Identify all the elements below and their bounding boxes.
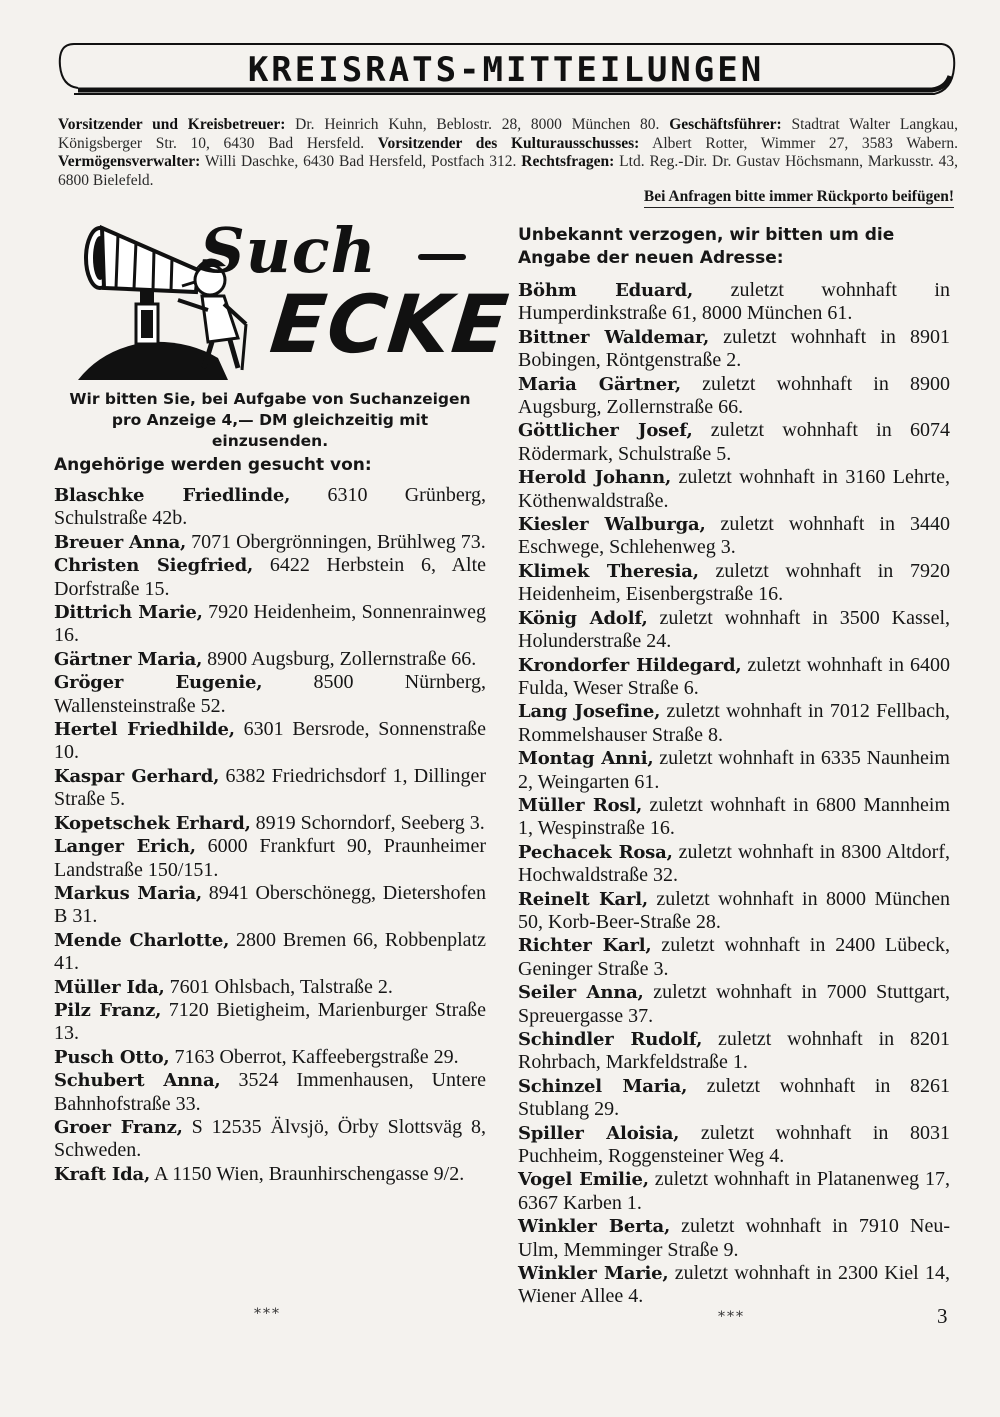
entry-name: Pilz Franz, [54,999,162,1021]
entry-details: zuletzt wohnhaft in 3500 Kassel, Holunderstraße 24. [518,606,950,653]
list-item [518,279,950,326]
entry-name: Krondorfer Hildegard, [518,654,742,676]
relatives-list [54,484,486,1186]
logo-block-word: ECKE [266,278,514,371]
entry-details: zuletzt wohnhaft in 8300 Altdorf, Hochwaldstraße 32. [518,840,951,887]
list-item [54,554,486,601]
list-item [54,1163,486,1186]
list-item [54,835,486,882]
entry-name: Markus Maria, [54,882,202,904]
entry-details: zuletzt wohnhaft in 6335 Naunheim 2, Weingarten 61. [518,747,950,793]
entry-name: Winkler Berta, [518,1216,671,1238]
board-label: Rechtsfragen: [521,153,615,170]
list-item [54,648,486,671]
entry-name: Winkler Marie, [518,1263,669,1285]
board-info [58,116,958,190]
list-item [518,888,950,935]
entry-details: zuletzt wohnhaft in 8031 Puchheim, Roggensteiner Weg 4. [518,1121,950,1168]
entry-details: 6422 Herbstein 6, Alte Dorfstraße 15. [54,554,486,600]
entry-details: 7071 Obergrönningen, Brühlweg 73. [186,530,486,553]
entry-name: Kaspar Gerhard, [54,765,220,787]
entry-name: Müller Ida, [54,976,165,998]
list-item [54,812,486,835]
entry-name: Mende Charlotte, [54,929,230,951]
left-column [54,389,486,1186]
entry-details: zuletzt wohnhaft in 7000 Stuttgart, Spreuergasse 37. [518,981,951,1027]
list-item [518,1215,950,1262]
entry-name: Pechacek Rosa, [518,841,673,863]
entry-details: 6382 Friedrichsdorf 1, Dillinger Straße 5. [54,764,486,811]
entry-details: zuletzt wohnhaft in 8201 Rohrbach, Markfeldstraße 1. [518,1028,950,1074]
entry-name: Hertel Friedhilde, [54,719,235,741]
entry-details: zuletzt wohnhaft in 7012 Fellbach, Rommelshauser Straße 8. [518,700,950,746]
entry-details: zuletzt wohnhaft in 8000 München 50, Korb-Beer-Straße 28. [518,887,950,933]
list-item [518,1075,950,1122]
entry-name: Spiller Aloisia, [518,1122,680,1144]
entry-name: Schindler Rudolf, [518,1029,703,1050]
right-intro: Unbekannt verzogen, wir bitten um die Angabe der neuen Adresse: [518,225,895,268]
entry-details: 8900 Augsburg, Zollernstraße 66. [202,647,477,670]
board-text: Stadtrat Walter Langkau, Königsberger Str. 10, 6430 Bad Hersfeld. [58,116,958,152]
list-item [518,607,950,654]
entry-details: 2800 Bremen 66, Robbenplatz 41. [54,928,486,975]
list-item [54,999,486,1046]
entry-details: zuletzt wohnhaft in 2400 Lübeck, Geninger Straße 3. [518,934,950,980]
board-text: Dr. Heinrich Kuhn, Beblostr. 28, 8000 München 80. [285,116,670,133]
entry-details: 6310 Grünberg, Schulstraße 42b. [54,484,487,530]
list-item [518,934,950,981]
list-item [518,794,950,841]
list-item [54,531,486,554]
entry-details: 8941 Oberschönegg, Dietershofen B 31. [54,881,486,928]
header-banner [54,36,958,100]
entry-details: zuletzt wohnhaft in 8901 Bobingen, Röntgenstraße 2. [518,325,950,372]
entry-details: 8500 Nürnberg, Wallensteinstraße 52. [54,671,487,717]
list-item [54,882,486,929]
entry-name: Bittner Waldemar, [518,326,710,348]
entry-name: Vogel Emilie, [518,1169,649,1191]
entry-name: Kraft Ida, [54,1163,151,1185]
return-postage-note: Bei Anfragen bitte immer Rückporto beifügen! [644,188,954,208]
entry-details: zuletzt wohnhaft in 8900 Augsburg, Zollernstraße 66. [518,372,950,419]
entry-details: 8919 Schorndorf, Seeberg 3. [250,811,485,834]
list-item [518,513,950,560]
entry-details: 7920 Heidenheim, Sonnenrainweg 16. [54,601,486,647]
entry-details: zuletzt wohnhaft in 6800 Mannheim 1, Wespinstraße 16. [518,793,950,840]
entry-name: Kopetschek Erhard, [54,812,251,834]
left-subhead: Angehörige werden gesucht von: [54,455,372,475]
entry-details: 3524 Immenhausen, Untere Bahnhofstraße 33. [54,1069,486,1115]
entry-name: Böhm Eduard, [518,280,694,301]
list-item [518,1168,950,1215]
board-text: Willi Daschke, 6430 Bad Hersfeld, Postfach 312. [200,153,522,170]
list-item [54,484,486,531]
board-label: Geschäftsführer: [669,116,782,133]
list-item [54,929,486,976]
entry-details: zuletzt wohnhaft in 6074 Rödermark, Schulstraße 5. [518,419,950,465]
left-end-mark: *** [254,1306,281,1322]
list-item [54,671,486,718]
board-label: Vorsitzender des Kulturausschusses: [377,134,640,152]
fee-notice: Wir bitten Sie, bei Aufgabe von Suchanzeigen pro Anzeige 4,— DM gleichzeitig mit einzusenden. [69,390,471,450]
logo-dash [418,254,466,260]
entry-details: zuletzt wohnhaft in 7910 Neu-Ulm, Memminger Straße 9. [518,1215,950,1261]
list-item [54,1116,486,1163]
entry-name: Müller Rosl, [518,794,643,816]
logo-script-word: Such [200,214,377,287]
entry-name: Schinzel Maria, [518,1075,688,1097]
list-item [54,1046,486,1069]
entry-details: zuletzt wohnhaft in Platanenweg 17, 6367 Karben 1. [518,1168,950,1214]
entry-name: Gröger Eugenie, [54,672,263,694]
board-label: Vorsitzender und Kreisbetreuer: [58,116,286,133]
such-ecke-logo [78,214,514,380]
entry-details: 6301 Bersrode, Sonnenstraße 10. [54,718,486,764]
entry-details: zuletzt wohnhaft in 8261 Stublang 29. [518,1074,950,1121]
page-title: KREISRATS-MITTEILUNGEN [247,50,765,90]
entry-name: Gärtner Maria, [54,648,203,670]
right-end-mark: *** [718,1309,745,1325]
moved-list [518,279,950,1309]
list-item [518,466,950,513]
list-item [518,841,950,888]
entry-name: Dittrich Marie, [54,602,203,624]
list-item [518,419,950,466]
right-column [518,224,950,1309]
entry-name: Christen Siegfried, [54,555,254,577]
list-item [518,654,950,701]
list-item [518,373,950,420]
list-item [518,560,950,607]
entry-name: Seiler Anna, [518,982,644,1004]
entry-name: Pusch Otto, [54,1046,170,1068]
board-text: Ltd. Reg.-Dir. Dr. Gustav Höchsmann, Markusstr. 43, 6800 Bielefeld. [58,153,958,189]
entry-name: König Adolf, [518,607,648,629]
list-item [54,601,486,648]
list-item [518,981,950,1028]
list-item [54,765,486,812]
entry-name: Schubert Anna, [54,1070,221,1092]
list-item [518,1262,950,1309]
entry-details: zuletzt wohnhaft in Humperdinkstraße 61, 8000 München 61. [518,279,950,325]
board-text: Albert Rotter, Wimmer 27, 3583 Wabern. [639,134,959,152]
board-label: Vermögensverwalter: [58,153,201,170]
entry-name: Herold Johann, [518,467,672,489]
entry-details: zuletzt wohnhaft in 2300 Kiel 14, Wiener Allee 4. [518,1262,950,1308]
entry-name: Richter Karl, [518,935,652,957]
entry-name: Groer Franz, [54,1116,183,1138]
list-item [518,747,950,794]
entry-details: S 12535 Älvsjö, Örby Slottsväg 8, Schweden. [54,1115,486,1162]
entry-details: 7163 Oberrot, Kaffeebergstraße 29. [169,1045,459,1068]
list-item [54,1069,486,1116]
entry-details: zuletzt wohnhaft in 3160 Lehrte, Köthenwaldstraße. [518,466,950,512]
list-item [54,718,486,765]
list-item [518,700,950,747]
entry-details: A 1150 Wien, Braunhirschengasse 9/2. [150,1162,465,1185]
list-item [518,1028,950,1075]
list-item [54,976,486,999]
entry-name: Klimek Theresia, [518,560,699,582]
entry-details: zuletzt wohnhaft in 3440 Eschwege, Schlehenweg 3. [518,513,950,559]
entry-name: Montag Anni, [518,748,654,770]
entry-details: 7601 Ohlsbach, Talstraße 2. [164,975,393,998]
list-item [518,326,950,373]
entry-name: Reinelt Karl, [518,888,648,910]
entry-name: Langer Erich, [54,836,196,858]
list-item [518,1122,950,1169]
page-number: 3 [937,1304,948,1328]
entry-name: Maria Gärtner, [518,373,681,395]
entry-details: 7120 Bietigheim, Marienburger Straße 13. [54,998,486,1045]
entry-details: zuletzt wohnhaft in 7920 Heidenheim, Eisenbergstraße 16. [518,559,950,606]
entry-details: zuletzt wohnhaft in 6400 Fulda, Weser Straße 6. [518,653,950,699]
entry-name: Lang Josefine, [518,701,661,723]
entry-name: Blaschke Friedlinde, [54,485,291,506]
entry-name: Göttlicher Josef, [518,420,693,442]
entry-name: Breuer Anna, [54,531,187,553]
entry-details: 6000 Frankfurt 90, Praunheimer Landstraße 150/151. [54,835,486,881]
entry-name: Kiesler Walburga, [518,514,706,536]
